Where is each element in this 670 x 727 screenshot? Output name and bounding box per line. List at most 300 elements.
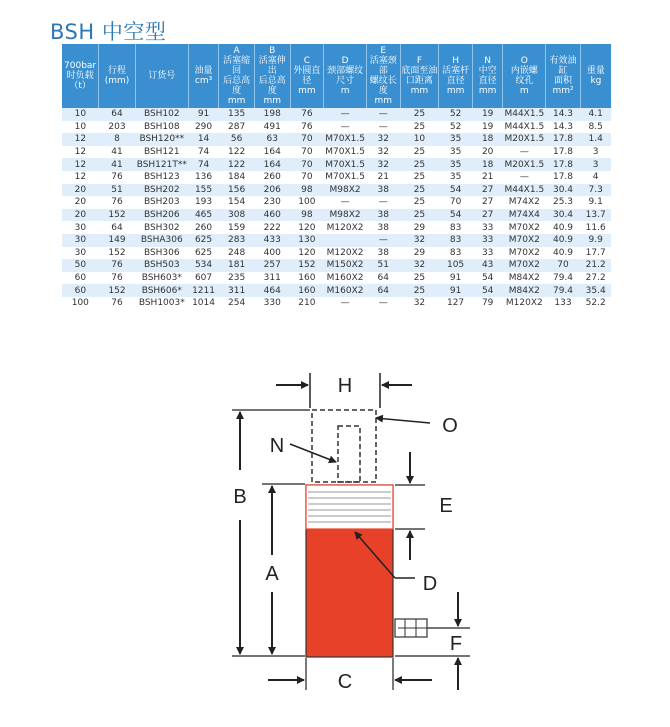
table-cell: 152 bbox=[99, 284, 136, 297]
table-cell: 152 bbox=[99, 209, 136, 222]
table-cell: 76 bbox=[99, 171, 136, 184]
table-cell: 35 bbox=[439, 133, 473, 146]
table-cell: 133 bbox=[546, 297, 581, 310]
table-cell: 181 bbox=[219, 259, 255, 272]
table-cell: 120 bbox=[290, 221, 324, 234]
table-cell: M120X2 bbox=[324, 221, 367, 234]
table-cell: 70 bbox=[290, 146, 324, 159]
table-cell: 400 bbox=[254, 247, 290, 260]
table-cell: M70X1.5 bbox=[325, 134, 365, 145]
extended-rod-outline bbox=[312, 410, 376, 482]
table-cell: 198 bbox=[254, 108, 290, 121]
label-e: E bbox=[439, 495, 453, 517]
table-cell: 464 bbox=[254, 284, 290, 297]
table-cell: 40.9 bbox=[546, 221, 581, 234]
table-cell: M70X1.5 bbox=[325, 159, 365, 170]
table-cell: — bbox=[324, 297, 367, 310]
table-cell: 76 bbox=[99, 272, 136, 285]
table-cell: 35 bbox=[439, 171, 473, 184]
table-cell: 122 bbox=[219, 158, 255, 171]
table-cell: 1014 bbox=[188, 297, 219, 310]
table-cell: BSHA306 bbox=[135, 234, 188, 247]
column-header-line: H bbox=[452, 56, 459, 66]
table-cell: 21.2 bbox=[580, 259, 611, 272]
table-cell: 20 bbox=[62, 184, 99, 197]
table-cell: 25 bbox=[400, 272, 439, 285]
table-cell: 33 bbox=[472, 221, 503, 234]
table-cell: 64 bbox=[366, 284, 400, 297]
table-cell: 10 bbox=[400, 133, 439, 146]
table-cell: 41 bbox=[99, 158, 136, 171]
table-cell: 35 bbox=[439, 146, 473, 159]
table-cell: 14 bbox=[188, 133, 219, 146]
table-cell: 27 bbox=[472, 184, 503, 197]
table-cell: BSH121 bbox=[135, 146, 188, 159]
column-header-line: mm² bbox=[552, 86, 574, 96]
table-cell: 9.9 bbox=[580, 234, 611, 247]
table-cell: — bbox=[366, 108, 400, 121]
table-cell: 127 bbox=[439, 297, 473, 310]
table-cell: 29 bbox=[400, 247, 439, 260]
n-leader bbox=[290, 444, 336, 462]
table-cell: 30 bbox=[62, 234, 99, 247]
column-header-line: B bbox=[269, 46, 276, 56]
table-cell: — bbox=[503, 146, 546, 159]
table-cell: 20 bbox=[62, 209, 99, 222]
column-header-line: 后总高度 bbox=[223, 76, 251, 96]
column-header-line: 直径 bbox=[478, 76, 497, 86]
table-cell: 38 bbox=[366, 221, 400, 234]
label-c: C bbox=[337, 671, 353, 693]
table-cell: M70X1.5 bbox=[325, 172, 365, 183]
table-cell: 9.1 bbox=[580, 196, 611, 209]
column-header-line: mm bbox=[374, 96, 393, 106]
table-cell: 30.4 bbox=[546, 209, 581, 222]
table-cell: 25 bbox=[400, 209, 439, 222]
table-cell: 25.3 bbox=[546, 196, 581, 209]
column-header-line: kg bbox=[590, 76, 602, 86]
table-cell: M98X2 bbox=[324, 209, 367, 222]
column-header-line: m bbox=[340, 86, 350, 96]
table-cell: 52 bbox=[439, 108, 473, 121]
table-cell: 30 bbox=[62, 221, 99, 234]
table-cell: 203 bbox=[99, 121, 136, 134]
table-cell: 70 bbox=[290, 158, 324, 171]
column-header-line: (mm) bbox=[104, 76, 130, 86]
table-cell: BSH206 bbox=[135, 209, 188, 222]
table-cell: — bbox=[366, 121, 400, 134]
column-header-line: 尺寸 bbox=[336, 76, 355, 86]
table-cell: 12 bbox=[62, 158, 99, 171]
column-header-line: 活塞杆 bbox=[442, 66, 470, 76]
column-header-line: 底面至油 bbox=[401, 66, 438, 76]
label-a: A bbox=[265, 563, 279, 585]
table-cell: 33 bbox=[472, 234, 503, 247]
table-cell: 8 bbox=[99, 133, 136, 146]
table-cell: 38 bbox=[366, 247, 400, 260]
table-cell: M120X2 bbox=[503, 297, 546, 310]
column-header-line: 内嵌螺 bbox=[510, 66, 538, 76]
column-header-line: 订货号 bbox=[148, 71, 176, 81]
table-cell: 20 bbox=[472, 146, 503, 159]
table-cell: 20 bbox=[62, 196, 99, 209]
table-cell: 149 bbox=[99, 234, 136, 247]
table-cell: 25 bbox=[400, 184, 439, 197]
table-cell: 164 bbox=[254, 146, 290, 159]
table-cell: 534 bbox=[188, 259, 219, 272]
table-cell: M70X2 bbox=[503, 247, 546, 260]
table-cell: M44X1.5 bbox=[504, 184, 545, 195]
column-header-line: 油量 bbox=[194, 66, 213, 76]
table-cell: 164 bbox=[254, 158, 290, 171]
table-cell: 76 bbox=[290, 121, 324, 134]
table-cell: 40.9 bbox=[546, 234, 581, 247]
table-cell: — bbox=[324, 196, 367, 209]
table-cell: 12 bbox=[62, 171, 99, 184]
table-cell: 64 bbox=[366, 272, 400, 285]
table-cell: 257 bbox=[254, 259, 290, 272]
table-cell: — bbox=[324, 121, 367, 134]
table-cell: 1211 bbox=[188, 284, 219, 297]
table-cell: 160 bbox=[290, 272, 324, 285]
column-header-line: 颈部螺纹 bbox=[327, 66, 364, 76]
table-cell: — bbox=[324, 108, 367, 121]
table-cell: 98 bbox=[290, 184, 324, 197]
table-cell: 29 bbox=[400, 221, 439, 234]
table-cell: 491 bbox=[254, 121, 290, 134]
label-d: D bbox=[422, 573, 438, 595]
table-cell: 135 bbox=[219, 108, 255, 121]
column-header-line: mm bbox=[227, 96, 246, 106]
column-header-line: 纹孔 bbox=[515, 76, 534, 86]
column-header-line: O bbox=[520, 56, 528, 66]
table-cell: 70 bbox=[439, 196, 473, 209]
column-header-line: 活塞缩回 bbox=[223, 56, 251, 76]
table-cell: 260 bbox=[188, 221, 219, 234]
column-header-line: m bbox=[519, 86, 529, 96]
table-cell: M150X2 bbox=[324, 259, 367, 272]
table-cell: 4 bbox=[580, 171, 611, 184]
table-cell: 76 bbox=[290, 108, 324, 121]
table-cell: 25 bbox=[400, 158, 439, 171]
table-cell: 17.8 bbox=[546, 146, 581, 159]
table-cell: 222 bbox=[254, 221, 290, 234]
table-cell: BSH123 bbox=[135, 171, 188, 184]
table-cell: 12 bbox=[62, 133, 99, 146]
o-leader bbox=[376, 418, 430, 423]
table-cell: 25 bbox=[400, 196, 439, 209]
table-cell: 120 bbox=[290, 247, 324, 260]
table-cell: 193 bbox=[188, 196, 219, 209]
column-header-line: N bbox=[484, 56, 492, 66]
table-cell: M70X1.5 bbox=[325, 147, 365, 158]
table-cell: 70 bbox=[290, 171, 324, 184]
table-cell: 41 bbox=[99, 146, 136, 159]
table-cell: 1.4 bbox=[580, 133, 611, 146]
table-cell: 155 bbox=[188, 184, 219, 197]
table-cell: M120X2 bbox=[324, 247, 367, 260]
table-cell: 130 bbox=[290, 234, 324, 247]
label-n: N bbox=[269, 435, 285, 457]
table-cell: 287 bbox=[219, 121, 255, 134]
table-cell: 17.8 bbox=[546, 171, 581, 184]
table-cell: M44X1.5 bbox=[504, 109, 545, 120]
table-cell: 32 bbox=[400, 297, 439, 310]
table-cell: 27 bbox=[472, 196, 503, 209]
table-cell: 607 bbox=[188, 272, 219, 285]
table-cell: 54 bbox=[472, 272, 503, 285]
table-cell: 74 bbox=[188, 158, 219, 171]
table-cell: 184 bbox=[219, 171, 255, 184]
table-cell: 625 bbox=[188, 247, 219, 260]
table-cell: 54 bbox=[439, 184, 473, 197]
table-cell: BSH306 bbox=[135, 247, 188, 260]
label-f: F bbox=[449, 633, 463, 655]
table-cell: 35.4 bbox=[580, 284, 611, 297]
table-cell: BSH108 bbox=[135, 121, 188, 134]
table-cell: BSH102 bbox=[135, 108, 188, 121]
table-cell: 30 bbox=[62, 247, 99, 260]
column-header-line: mm bbox=[446, 86, 465, 96]
table-cell: M84X2 bbox=[503, 284, 546, 297]
table-cell: 21 bbox=[366, 171, 400, 184]
table-cell: — bbox=[366, 234, 400, 247]
table-cell: 40.9 bbox=[546, 247, 581, 260]
table-cell: M44X1.5 bbox=[504, 121, 545, 132]
table-cell: M160X2 bbox=[324, 284, 367, 297]
column-header-line: 螺纹长度 bbox=[369, 76, 397, 96]
table-cell: 33 bbox=[472, 247, 503, 260]
column-header-line: 活塞颈部 bbox=[369, 56, 397, 76]
table-cell: M74X4 bbox=[503, 209, 546, 222]
column-header-line: 外圆直径 bbox=[293, 66, 321, 86]
table-cell: — bbox=[366, 297, 400, 310]
table-cell: 154 bbox=[219, 196, 255, 209]
column-header-line: mm bbox=[298, 86, 316, 96]
table-cell: 100 bbox=[290, 196, 324, 209]
table-cell: 60 bbox=[62, 272, 99, 285]
column-header-line: A bbox=[233, 46, 240, 56]
table-cell: 17.7 bbox=[580, 247, 611, 260]
table-cell: M70X2 bbox=[503, 259, 546, 272]
table-cell: 91 bbox=[439, 272, 473, 285]
table-cell: 14.3 bbox=[546, 108, 581, 121]
page-title: BSH 中空型 bbox=[50, 20, 167, 44]
column-header-line: 口距离 bbox=[405, 76, 433, 86]
table-cell: 18 bbox=[472, 158, 503, 171]
table-cell: 152 bbox=[99, 247, 136, 260]
table-cell: 248 bbox=[219, 247, 255, 260]
table-cell: 32 bbox=[400, 259, 439, 272]
table-cell: 433 bbox=[254, 234, 290, 247]
label-b: B bbox=[233, 486, 247, 508]
table-cell: 32 bbox=[366, 133, 400, 146]
table-cell: 283 bbox=[219, 234, 255, 247]
table-cell: 79 bbox=[472, 297, 503, 310]
table-cell: BSH503 bbox=[135, 259, 188, 272]
table-cell: 32 bbox=[366, 158, 400, 171]
table-cell: 98 bbox=[290, 209, 324, 222]
table-cell: M84X2 bbox=[503, 272, 546, 285]
column-header-line: 行程 bbox=[107, 66, 126, 76]
table-cell: 83 bbox=[439, 234, 473, 247]
table-cell: M70X2 bbox=[503, 234, 546, 247]
table-cell: 70 bbox=[290, 133, 324, 146]
table-cell: 25 bbox=[400, 121, 439, 134]
table-cell: 70 bbox=[546, 259, 581, 272]
table-cell: 290 bbox=[188, 121, 219, 134]
column-header-line: 700bar bbox=[64, 61, 97, 71]
table-cell: M98X2 bbox=[324, 184, 367, 197]
table-cell: 11.6 bbox=[580, 221, 611, 234]
table-cell: 311 bbox=[219, 284, 255, 297]
table-cell: 27.2 bbox=[580, 272, 611, 285]
table-cell: 76 bbox=[99, 196, 136, 209]
table-cell: 18 bbox=[472, 133, 503, 146]
table-cell: 122 bbox=[219, 146, 255, 159]
table-cell: 460 bbox=[254, 209, 290, 222]
table-cell: 51 bbox=[99, 184, 136, 197]
table-cell: 235 bbox=[219, 272, 255, 285]
table-cell: 308 bbox=[219, 209, 255, 222]
table-cell: — bbox=[503, 171, 546, 184]
column-header-line: 面积 bbox=[554, 76, 573, 86]
column-header-line: cm³ bbox=[194, 76, 213, 86]
table-cell: 160 bbox=[290, 284, 324, 297]
table-cell: 64 bbox=[99, 221, 136, 234]
table-cell: 51 bbox=[366, 259, 400, 272]
table-cell: 38 bbox=[366, 184, 400, 197]
table-cell: 17.8 bbox=[546, 158, 581, 171]
table-cell: BSH603* bbox=[135, 272, 188, 285]
table-cell: 10 bbox=[62, 121, 99, 134]
column-header-line: 直径 bbox=[446, 76, 465, 86]
table-cell: BSH606* bbox=[135, 284, 188, 297]
table-cell: 32 bbox=[366, 146, 400, 159]
table-cell: BSH120** bbox=[135, 133, 188, 146]
table-cell: 7.3 bbox=[580, 184, 611, 197]
table-cell: 625 bbox=[188, 234, 219, 247]
table-cell: 54 bbox=[472, 284, 503, 297]
table-cell: 76 bbox=[99, 259, 136, 272]
column-header-line: mm bbox=[478, 86, 497, 96]
table-cell: 105 bbox=[439, 259, 473, 272]
table-cell: 10 bbox=[62, 108, 99, 121]
table-cell: 50 bbox=[62, 259, 99, 272]
table-cell: BSH203 bbox=[135, 196, 188, 209]
table-cell: 100 bbox=[62, 297, 99, 310]
table-cell: 260 bbox=[254, 171, 290, 184]
table-cell: M74X2 bbox=[503, 196, 546, 209]
table-cell: M20X1.5 bbox=[504, 134, 545, 145]
table-cell: — bbox=[366, 196, 400, 209]
table-cell: 74 bbox=[188, 146, 219, 159]
table-cell: 79.4 bbox=[546, 272, 581, 285]
table-cell: 8.5 bbox=[580, 121, 611, 134]
table-cell: 21 bbox=[472, 171, 503, 184]
column-header-line: 时负载 bbox=[66, 71, 94, 81]
table-cell: 56 bbox=[219, 133, 255, 146]
column-header-line: 有效油缸 bbox=[549, 56, 577, 76]
column-header-line: mm bbox=[263, 96, 282, 106]
table-cell: 52.2 bbox=[580, 297, 611, 310]
table-cell: 25 bbox=[400, 108, 439, 121]
label-o: O bbox=[442, 415, 458, 437]
table-cell: 156 bbox=[219, 184, 255, 197]
table-cell: 206 bbox=[254, 184, 290, 197]
table-cell: 83 bbox=[439, 247, 473, 260]
table-cell: 4.1 bbox=[580, 108, 611, 121]
table-cell: BSH302 bbox=[135, 221, 188, 234]
table-cell: 13.7 bbox=[580, 209, 611, 222]
column-header-line: mm bbox=[410, 86, 429, 96]
column-header-line: 活塞伸出 bbox=[258, 56, 286, 76]
column-header-line: D bbox=[341, 56, 349, 66]
table-cell: 3 bbox=[580, 146, 611, 159]
column-header-line: F bbox=[416, 56, 423, 66]
table-cell: 32 bbox=[400, 234, 439, 247]
table-cell: BSH1003* bbox=[135, 297, 188, 310]
table-cell: M20X1.5 bbox=[504, 159, 545, 170]
table-cell: 54 bbox=[439, 209, 473, 222]
column-header-line: 中空 bbox=[478, 66, 497, 76]
column-header-line: （t） bbox=[69, 81, 91, 91]
table-cell: 25 bbox=[400, 146, 439, 159]
table-cell: 27 bbox=[472, 209, 503, 222]
table-cell: 14.3 bbox=[546, 121, 581, 134]
column-header-line: 后总高度 bbox=[258, 76, 286, 96]
table-cell: BSH121T** bbox=[136, 159, 187, 170]
table-cell: 83 bbox=[439, 221, 473, 234]
hollow-bore-outline bbox=[338, 426, 360, 482]
table-cell: 64 bbox=[99, 108, 136, 121]
table-cell: 136 bbox=[188, 171, 219, 184]
table-cell: 210 bbox=[290, 297, 324, 310]
table-cell: 43 bbox=[472, 259, 503, 272]
table-cell: 3 bbox=[580, 158, 611, 171]
label-h: H bbox=[337, 375, 353, 397]
table-cell: 17.8 bbox=[546, 133, 581, 146]
table-cell: 30.4 bbox=[546, 184, 581, 197]
table-cell: 12 bbox=[62, 146, 99, 159]
table-cell: 25 bbox=[400, 284, 439, 297]
table-cell: 60 bbox=[62, 284, 99, 297]
table-cell: 91 bbox=[188, 108, 219, 121]
table-cell: 35 bbox=[439, 158, 473, 171]
table-cell: 25 bbox=[400, 171, 439, 184]
table-cell: 230 bbox=[254, 196, 290, 209]
table-cell: 311 bbox=[254, 272, 290, 285]
table-cell: 330 bbox=[254, 297, 290, 310]
column-header-line: E bbox=[380, 46, 387, 56]
table-cell: 91 bbox=[439, 284, 473, 297]
table-cell: M160X2 bbox=[324, 272, 367, 285]
table-cell: 152 bbox=[290, 259, 324, 272]
table-cell: 465 bbox=[188, 209, 219, 222]
table-cell: 159 bbox=[219, 221, 255, 234]
table-cell: 19 bbox=[472, 108, 503, 121]
column-header-line: 重量 bbox=[586, 66, 605, 76]
table-cell: 38 bbox=[366, 209, 400, 222]
table-cell: M70X2 bbox=[503, 221, 546, 234]
table-cell: 76 bbox=[99, 297, 136, 310]
table-cell: 52 bbox=[439, 121, 473, 134]
table-cell: 63 bbox=[254, 133, 290, 146]
table-cell: BSH202 bbox=[135, 184, 188, 197]
table-cell: 79.4 bbox=[546, 284, 581, 297]
table-cell: 254 bbox=[219, 297, 255, 310]
table-cell: 19 bbox=[472, 121, 503, 134]
